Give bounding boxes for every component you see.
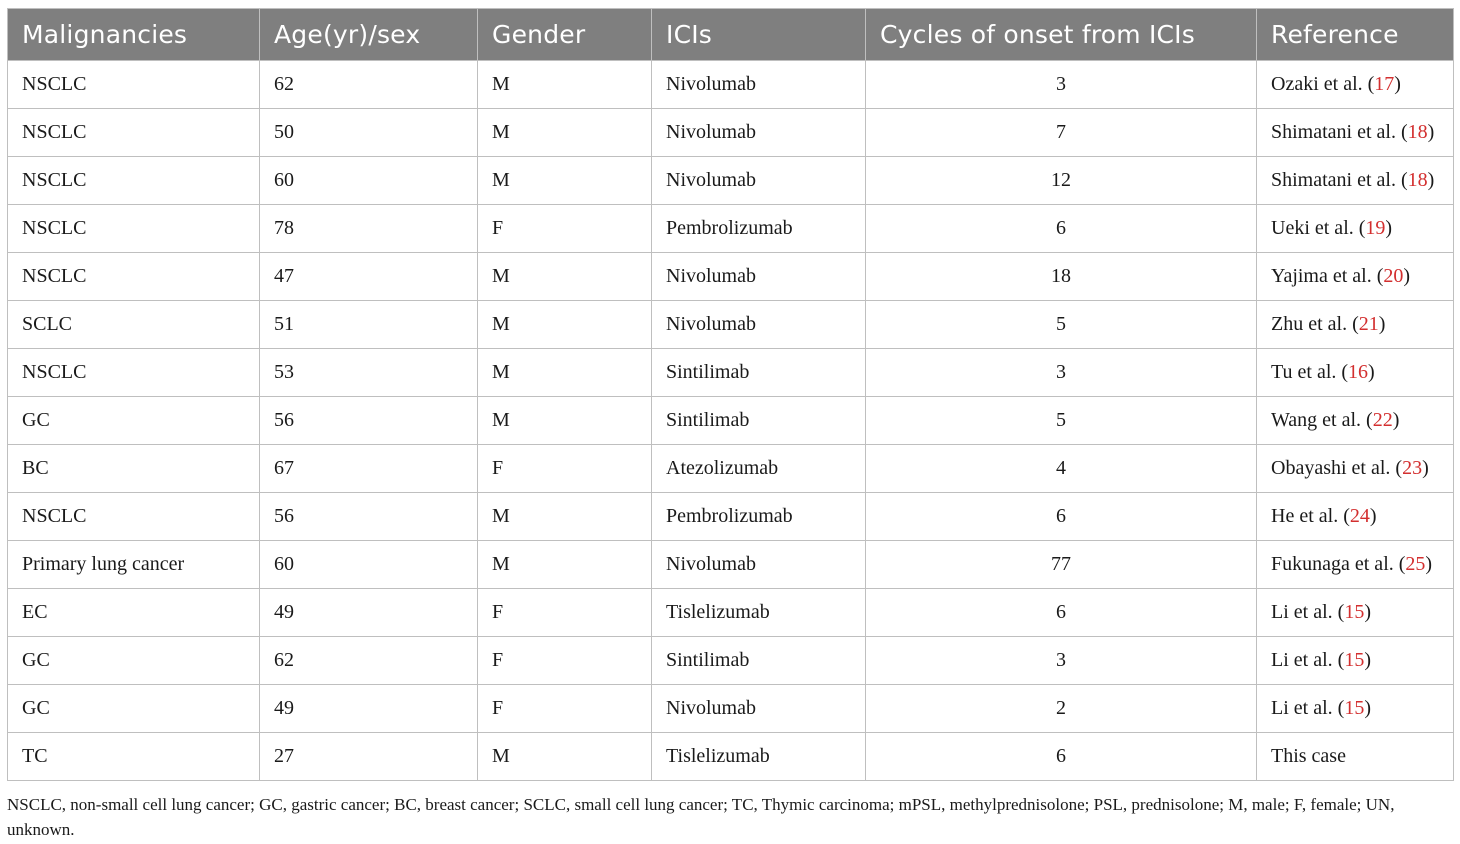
table-row bbox=[8, 541, 1454, 589]
table-footnote: NSCLC, non-small cell lung cancer; GC, gastric cancer; BC, breast cancer; SCLC, small cell lung cancer; TC, Thymic carcinoma; mPSL, methylprednisolone; PSL, prednisolone; M, male; F, female; UN, unknown. bbox=[7, 795, 1395, 839]
reference-link[interactable]: 16 bbox=[1348, 361, 1369, 383]
cell-age: 60 bbox=[260, 157, 478, 205]
cell-cycles: 3 bbox=[866, 349, 1257, 397]
table-row bbox=[8, 61, 1454, 109]
cell-ici: Tislelizumab bbox=[652, 589, 866, 637]
reference-link[interactable]: 23 bbox=[1402, 457, 1423, 479]
cell-cycles: 6 bbox=[866, 589, 1257, 637]
table-row bbox=[8, 685, 1454, 733]
cell-age: 78 bbox=[260, 205, 478, 253]
cases-table bbox=[7, 8, 1454, 781]
cell-gender: F bbox=[478, 589, 652, 637]
reference-link[interactable]: 20 bbox=[1383, 265, 1404, 287]
cell-malignancy: NSCLC bbox=[8, 205, 260, 253]
cell-gender: F bbox=[478, 685, 652, 733]
cell-reference bbox=[1257, 301, 1454, 349]
reference-close: ) bbox=[1427, 121, 1435, 143]
table-row bbox=[8, 349, 1454, 397]
cell-gender: M bbox=[478, 109, 652, 157]
cell-reference bbox=[1257, 397, 1454, 445]
cell-ici: Nivolumab bbox=[652, 109, 866, 157]
table-row bbox=[8, 733, 1454, 781]
table-row bbox=[8, 109, 1454, 157]
cell-age: 62 bbox=[260, 61, 478, 109]
cell-gender: F bbox=[478, 637, 652, 685]
cell-cycles: 2 bbox=[866, 685, 1257, 733]
reference-close: ) bbox=[1368, 361, 1375, 383]
cell-malignancy: GC bbox=[8, 637, 260, 685]
cell-gender: M bbox=[478, 493, 652, 541]
cell-age: 49 bbox=[260, 685, 478, 733]
reference-close: ) bbox=[1403, 265, 1411, 287]
cell-reference bbox=[1257, 253, 1454, 301]
reference-close: ) bbox=[1364, 697, 1371, 719]
cell-ici: Nivolumab bbox=[652, 253, 866, 301]
cell-cycles: 5 bbox=[866, 301, 1257, 349]
cell-cycles: 18 bbox=[866, 253, 1257, 301]
cell-malignancy: NSCLC bbox=[8, 61, 260, 109]
cell-reference bbox=[1257, 349, 1454, 397]
reference-close: ) bbox=[1385, 217, 1393, 239]
cell-ici: Nivolumab bbox=[652, 61, 866, 109]
cell-cycles: 77 bbox=[866, 541, 1257, 589]
cell-malignancy: NSCLC bbox=[8, 493, 260, 541]
reference-close: ) bbox=[1369, 505, 1377, 527]
reference-text: This case bbox=[1271, 745, 1346, 767]
cell-age: 62 bbox=[260, 637, 478, 685]
cell-age: 47 bbox=[260, 253, 478, 301]
cell-reference bbox=[1257, 157, 1454, 205]
reference-link[interactable]: 17 bbox=[1374, 73, 1395, 95]
cell-malignancy: GC bbox=[8, 685, 260, 733]
header-row bbox=[8, 9, 1454, 61]
cell-age: 27 bbox=[260, 733, 478, 781]
cell-malignancy: NSCLC bbox=[8, 253, 260, 301]
cell-ici: Sintilimab bbox=[652, 349, 866, 397]
table-row bbox=[8, 301, 1454, 349]
cell-cycles: 6 bbox=[866, 493, 1257, 541]
cell-ici: Pembrolizumab bbox=[652, 205, 866, 253]
reference-link[interactable]: 15 bbox=[1344, 649, 1365, 671]
table-row bbox=[8, 253, 1454, 301]
cell-age: 56 bbox=[260, 493, 478, 541]
reference-text: Li et al. ( bbox=[1271, 649, 1345, 671]
cell-age: 56 bbox=[260, 397, 478, 445]
cell-cycles: 5 bbox=[866, 397, 1257, 445]
cell-ici: Pembrolizumab bbox=[652, 493, 866, 541]
reference-text: Li et al. ( bbox=[1271, 697, 1345, 719]
cell-cycles: 3 bbox=[866, 61, 1257, 109]
cell-reference bbox=[1257, 493, 1454, 541]
cell-gender: M bbox=[478, 253, 652, 301]
cell-gender: F bbox=[478, 205, 652, 253]
table-container bbox=[7, 8, 1453, 781]
cell-ici: Nivolumab bbox=[652, 541, 866, 589]
reference-text: Yajima et al. ( bbox=[1271, 265, 1384, 287]
cell-gender: M bbox=[478, 157, 652, 205]
cell-reference bbox=[1257, 109, 1454, 157]
cell-cycles: 6 bbox=[866, 205, 1257, 253]
table-row bbox=[8, 157, 1454, 205]
cell-reference bbox=[1257, 205, 1454, 253]
cell-age: 51 bbox=[260, 301, 478, 349]
reference-text: Obayashi et al. ( bbox=[1271, 457, 1403, 479]
cell-cycles: 7 bbox=[866, 109, 1257, 157]
table-row bbox=[8, 397, 1454, 445]
cell-gender: M bbox=[478, 61, 652, 109]
reference-text: Shimatani et al. ( bbox=[1271, 169, 1408, 191]
reference-link[interactable]: 18 bbox=[1407, 121, 1428, 143]
cell-malignancy: BC bbox=[8, 445, 260, 493]
reference-link[interactable]: 25 bbox=[1405, 553, 1426, 575]
reference-close: ) bbox=[1364, 649, 1371, 671]
reference-text: Zhu et al. ( bbox=[1271, 313, 1359, 335]
reference-close: ) bbox=[1392, 409, 1400, 431]
header-cycles: Cycles of onset from ICIs bbox=[866, 9, 1257, 61]
reference-link[interactable]: 21 bbox=[1358, 313, 1379, 335]
cell-ici: Tislelizumab bbox=[652, 733, 866, 781]
reference-link[interactable]: 19 bbox=[1365, 217, 1386, 239]
cell-age: 67 bbox=[260, 445, 478, 493]
cell-gender: M bbox=[478, 301, 652, 349]
reference-link[interactable]: 22 bbox=[1372, 409, 1393, 431]
cell-gender: F bbox=[478, 445, 652, 493]
cell-age: 50 bbox=[260, 109, 478, 157]
reference-close: ) bbox=[1394, 73, 1401, 95]
table-body bbox=[8, 61, 1454, 781]
reference-close: ) bbox=[1378, 313, 1386, 335]
reference-close: ) bbox=[1427, 169, 1435, 191]
reference-text: He et al. ( bbox=[1271, 505, 1350, 527]
cell-ici: Atezolizumab bbox=[652, 445, 866, 493]
header-malignancies: Malignancies bbox=[8, 9, 260, 61]
cell-malignancy: TC bbox=[8, 733, 260, 781]
reference-close: ) bbox=[1364, 601, 1371, 623]
table-row bbox=[8, 205, 1454, 253]
cell-malignancy: NSCLC bbox=[8, 157, 260, 205]
cell-malignancy: NSCLC bbox=[8, 109, 260, 157]
cell-ici: Nivolumab bbox=[652, 685, 866, 733]
table-row bbox=[8, 637, 1454, 685]
reference-link[interactable]: 15 bbox=[1344, 697, 1365, 719]
cell-cycles: 6 bbox=[866, 733, 1257, 781]
cell-reference bbox=[1257, 733, 1454, 781]
cell-reference bbox=[1257, 637, 1454, 685]
cell-reference bbox=[1257, 685, 1454, 733]
reference-close: ) bbox=[1422, 457, 1429, 479]
reference-text: Li et al. ( bbox=[1271, 601, 1345, 623]
cell-age: 60 bbox=[260, 541, 478, 589]
cell-malignancy: SCLC bbox=[8, 301, 260, 349]
header-gender: Gender bbox=[478, 9, 652, 61]
reference-text: Tu et al. ( bbox=[1271, 361, 1349, 383]
cell-reference bbox=[1257, 61, 1454, 109]
cell-ici: Nivolumab bbox=[652, 157, 866, 205]
table-row bbox=[8, 589, 1454, 637]
reference-close: ) bbox=[1425, 553, 1433, 575]
reference-text: Ozaki et al. ( bbox=[1271, 73, 1375, 95]
reference-text: Wang et al. ( bbox=[1271, 409, 1373, 431]
reference-text: Shimatani et al. ( bbox=[1271, 121, 1408, 143]
cell-ici: Sintilimab bbox=[652, 397, 866, 445]
cell-malignancy: Primary lung cancer bbox=[8, 541, 260, 589]
reference-text: Ueki et al. ( bbox=[1271, 217, 1366, 239]
header-reference: Reference bbox=[1257, 9, 1454, 61]
cell-cycles: 3 bbox=[866, 637, 1257, 685]
header-icis: ICIs bbox=[652, 9, 866, 61]
cell-cycles: 4 bbox=[866, 445, 1257, 493]
cell-gender: M bbox=[478, 733, 652, 781]
cell-gender: M bbox=[478, 349, 652, 397]
cell-gender: M bbox=[478, 541, 652, 589]
cell-reference bbox=[1257, 589, 1454, 637]
cell-malignancy: EC bbox=[8, 589, 260, 637]
cell-reference bbox=[1257, 445, 1454, 493]
cell-malignancy: NSCLC bbox=[8, 349, 260, 397]
reference-link[interactable]: 24 bbox=[1349, 505, 1370, 527]
cell-reference bbox=[1257, 541, 1454, 589]
cell-gender: M bbox=[478, 397, 652, 445]
cell-ici: Sintilimab bbox=[652, 637, 866, 685]
cell-ici: Nivolumab bbox=[652, 301, 866, 349]
cell-malignancy: GC bbox=[8, 397, 260, 445]
cell-age: 49 bbox=[260, 589, 478, 637]
table-row bbox=[8, 493, 1454, 541]
header-age: Age(yr)/sex bbox=[260, 9, 478, 61]
reference-link[interactable]: 15 bbox=[1344, 601, 1365, 623]
reference-link[interactable]: 18 bbox=[1407, 169, 1428, 191]
table-row bbox=[8, 445, 1454, 493]
cell-cycles: 12 bbox=[866, 157, 1257, 205]
cell-age: 53 bbox=[260, 349, 478, 397]
reference-text: Fukunaga et al. ( bbox=[1271, 553, 1406, 575]
